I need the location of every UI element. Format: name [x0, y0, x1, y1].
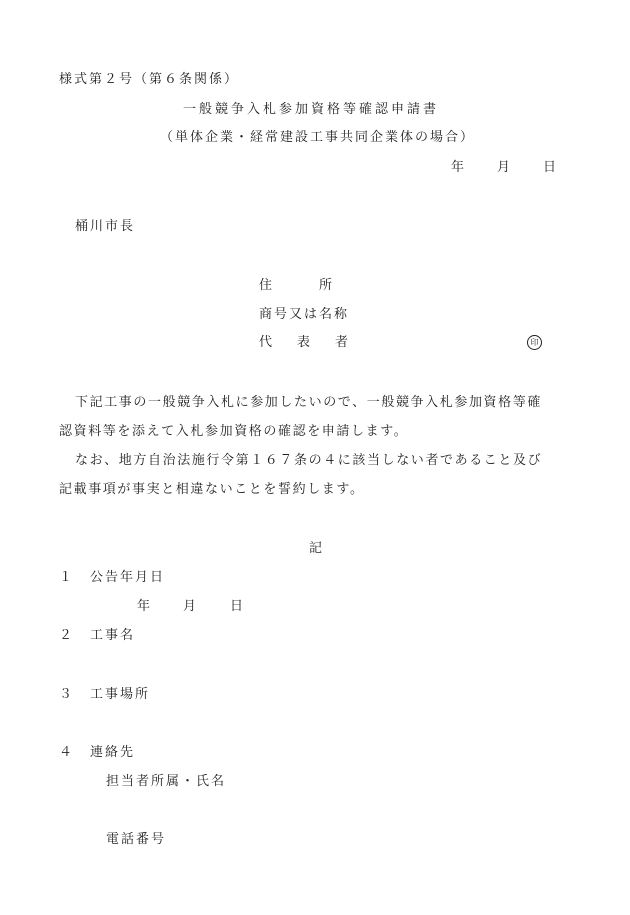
item-1-label: 公告年月日: [90, 570, 166, 585]
contact-person-label: 担当者所属・氏名: [106, 774, 227, 789]
item-2-number: ２: [59, 628, 75, 643]
body-paragraph-2-line-2: 記載事項が事実と相違ないことを誓約します。: [59, 482, 365, 497]
date-month: 月: [497, 160, 513, 175]
item-2-label: 工事名: [90, 628, 136, 643]
body-paragraph-2-line-1: なお、地方自治法施行令第１６７条の４に該当しない者であること及び: [75, 453, 543, 468]
body-paragraph-1-line-1: 下記工事の一般競争入札に参加したいので、一般競争入札参加資格等確: [75, 395, 542, 410]
form-number: 様式第２号（第６条関係）: [59, 72, 240, 87]
item-3-label: 工事場所: [90, 687, 151, 702]
seal-mark: 印: [527, 335, 542, 350]
item-1-number: １: [59, 570, 75, 585]
body-paragraph-1-line-2: 認資料等を添えて入札参加資格の確認を申請します。: [59, 424, 409, 439]
document-subtitle: （単体企業・経常建設工事共同企業体の場合）: [160, 130, 476, 145]
notice-date-month: 月: [183, 599, 199, 614]
ki-heading: 記: [309, 541, 325, 556]
item-4-number: ４: [59, 745, 75, 760]
item-3-number: ３: [59, 687, 75, 702]
company-name-label: 商号又は名称: [259, 307, 350, 322]
item-4-label: 連絡先: [90, 745, 136, 760]
address-label: 住 所: [259, 278, 335, 293]
document-title: 一般競争入札参加資格等確認申請書: [183, 102, 440, 117]
representative-label: 代 表 者: [259, 335, 355, 350]
notice-date-year: 年: [137, 599, 153, 614]
date-year: 年: [451, 160, 467, 175]
notice-date-day: 日: [230, 599, 246, 614]
contact-phone-label: 電話番号: [106, 832, 167, 847]
date-day: 日: [543, 160, 559, 175]
addressee: 桶川市長: [75, 219, 136, 234]
